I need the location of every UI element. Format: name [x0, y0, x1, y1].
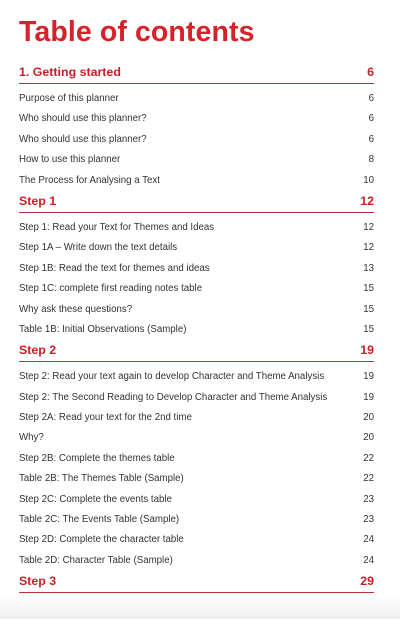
toc-section-step-1[interactable] — [19, 191, 374, 213]
toc-item[interactable] — [19, 490, 374, 510]
toc-item[interactable] — [19, 367, 374, 387]
toc-item-page: 10 — [363, 174, 374, 186]
toc-item[interactable] — [19, 428, 374, 448]
toc-item[interactable] — [19, 109, 374, 129]
toc-item-label: Table 2D: Character Table (Sample) — [19, 554, 173, 566]
toc-item-page: 12 — [363, 242, 374, 254]
toc-section-page: 29 — [360, 574, 374, 589]
toc-item-page: 6 — [368, 133, 374, 145]
toc-item-label: Why? — [19, 432, 44, 444]
toc-item-page: 19 — [363, 371, 374, 383]
toc-item-page: 22 — [363, 452, 374, 464]
toc-section-label: Step 2 — [19, 343, 57, 358]
toc-item-label: Who should use this planner? — [19, 133, 147, 145]
toc-item[interactable] — [19, 89, 374, 109]
toc-item-page: 8 — [368, 154, 374, 166]
toc-section-page: 6 — [367, 65, 374, 79]
toc-item-page: 6 — [368, 113, 374, 125]
toc-item-label: Who should use this planner? — [19, 113, 147, 125]
toc-item-page: 23 — [363, 514, 374, 526]
toc-item-page: 19 — [363, 391, 374, 403]
toc-item-label: Step 2A: Read your text for the 2nd time — [19, 412, 192, 424]
toc-item-label: Step 2B: Complete the themes table — [19, 452, 175, 464]
toc-section-page: 12 — [360, 193, 374, 208]
toc-item-page: 20 — [363, 432, 374, 444]
toc-item-page: 24 — [363, 534, 374, 546]
toc-item-page: 20 — [363, 412, 374, 424]
toc-item-label: Why ask these questions? — [19, 303, 133, 315]
toc-item-label: Table 2C: The Events Table (Sample) — [19, 514, 180, 526]
toc-item-label: Purpose of this planner — [19, 93, 119, 104]
toc-item[interactable] — [19, 530, 374, 550]
toc-item[interactable] — [19, 130, 374, 150]
toc-item-label: Step 1B: Read the text for themes and ideas — [19, 262, 210, 274]
toc-section-step-2[interactable] — [19, 340, 374, 362]
toc-item-label: Step 1: Read your Text for Themes and Ideas — [19, 221, 215, 233]
toc-item[interactable] — [19, 300, 374, 320]
toc-item-page: 22 — [363, 473, 374, 485]
toc-item-label: How to use this planner — [19, 154, 121, 166]
toc-section-label: Step 3 — [19, 574, 57, 589]
toc-item-page: 15 — [363, 283, 374, 295]
toc-item-label: Step 2C: Complete the events table — [19, 493, 172, 505]
toc-item[interactable] — [19, 218, 374, 238]
toc-item-label: Step 1A – Write down the text details — [19, 242, 178, 254]
toc-item[interactable] — [19, 510, 374, 530]
toc-section-label: 1. Getting started — [19, 65, 121, 79]
toc-item-page: 15 — [363, 323, 374, 335]
toc-item[interactable] — [19, 320, 374, 340]
toc-item[interactable] — [19, 449, 374, 469]
toc-item[interactable] — [19, 259, 374, 279]
toc-item[interactable] — [19, 469, 374, 489]
toc-item[interactable] — [19, 408, 374, 428]
toc-section-label: Step 1 — [19, 193, 57, 208]
toc-item[interactable] — [19, 238, 374, 258]
toc-section-step-3[interactable] — [19, 571, 374, 593]
toc-item-label: The Process for Analysing a Text — [19, 174, 160, 186]
toc-item-label: Step 2D: Complete the character table — [19, 534, 184, 546]
toc-section-getting-started[interactable] — [19, 62, 374, 84]
toc-item-page: 15 — [363, 303, 374, 315]
page-title: Table of contents — [19, 16, 255, 48]
toc-item[interactable] — [19, 171, 374, 191]
toc-item-page: 6 — [368, 93, 374, 104]
toc-item-label: Table 1B: Initial Observations (Sample) — [19, 323, 187, 335]
toc-item-label: Step 2: Read your text again to develop Character and Theme Analysis — [19, 371, 325, 383]
page-bottom-fade — [0, 594, 400, 619]
toc-item-label: Step 1C: complete first reading notes table — [19, 283, 203, 295]
toc-section-page: 19 — [360, 343, 374, 358]
toc-item-page: 12 — [363, 221, 374, 233]
toc-item-label: Table 2B: The Themes Table (Sample) — [19, 473, 184, 485]
table-of-contents — [19, 62, 374, 619]
toc-item[interactable] — [19, 551, 374, 571]
toc-item-label: Step 2: The Second Reading to Develop Character and Theme Analysis — [19, 391, 328, 403]
toc-item-page: 23 — [363, 493, 374, 505]
toc-item-page: 24 — [363, 554, 374, 566]
toc-item[interactable] — [19, 150, 374, 170]
toc-item-page: 13 — [363, 262, 374, 274]
toc-item[interactable] — [19, 279, 374, 299]
toc-item[interactable] — [19, 388, 374, 408]
